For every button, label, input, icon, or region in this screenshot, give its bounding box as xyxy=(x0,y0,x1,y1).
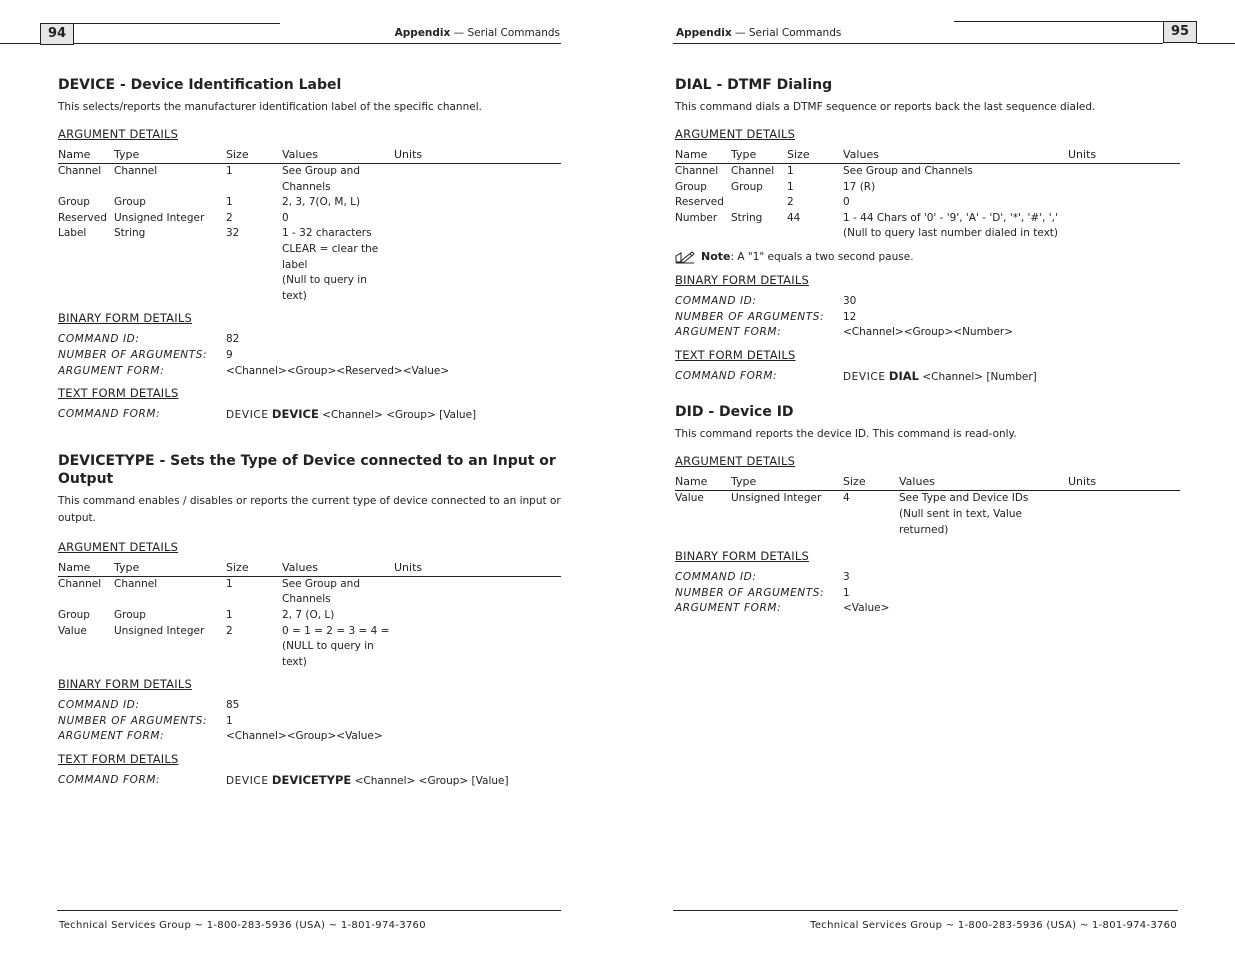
command-prefix: DEVICE xyxy=(843,370,886,383)
command-id-row: COMMAND ID: 3 xyxy=(675,570,1180,586)
table-cell: 0 xyxy=(282,211,289,224)
header-separator: — xyxy=(450,27,468,39)
table-cell: 1 - 32 characters xyxy=(282,227,372,240)
argument-form-value: <Value> xyxy=(843,602,890,615)
table-cell: CLEAR = clear the label xyxy=(282,242,379,271)
table-cell: (Null to query in text) xyxy=(282,274,367,302)
table-row xyxy=(58,576,561,608)
section-devicetype xyxy=(58,452,561,790)
text-form-heading: TEXT FORM DETAILS xyxy=(58,386,179,401)
table-cell xyxy=(394,576,561,608)
command-form-row: COMMAND FORM: DEVICE DEVICETYPE <Channel> <Group> [Value] xyxy=(58,773,509,788)
command-form-row: COMMAND FORM: DEVICE DIAL <Channel> [Number] xyxy=(675,368,1037,383)
command-name: DIAL xyxy=(888,368,919,383)
column-header: Size xyxy=(787,148,843,164)
command-id-row xyxy=(58,698,561,714)
binary-form-details xyxy=(675,570,1180,617)
table-cell xyxy=(114,273,226,304)
text-form-details xyxy=(58,407,561,424)
command-args: <Channel> <Group> [Value] xyxy=(354,775,509,788)
column-header: Name xyxy=(58,561,114,577)
table-cell: 1 xyxy=(787,165,794,177)
table-cell: See Type and Device IDs xyxy=(899,492,1029,505)
table-row xyxy=(58,226,561,242)
header-section: Appendix xyxy=(394,27,451,39)
number-of-arguments-label: NUMBER OF ARGUMENTS xyxy=(675,586,821,599)
command-prefix: DEVICE xyxy=(226,775,269,788)
table-cell: String xyxy=(114,227,146,240)
table-cell: Group xyxy=(675,180,707,193)
table-row xyxy=(58,164,561,196)
table-cell xyxy=(394,164,561,196)
table-cell xyxy=(114,242,226,273)
table-cell: Unsigned Integer xyxy=(114,624,205,637)
pencil-note-icon xyxy=(675,250,695,264)
column-header: Name xyxy=(58,148,114,164)
table-cell xyxy=(1068,491,1180,507)
command-id-label: COMMAND ID xyxy=(675,294,753,307)
header-subsection: Serial Commands xyxy=(467,27,560,39)
table-cell: See Group and Channels xyxy=(843,165,973,177)
table-cell: Unsigned Integer xyxy=(114,211,205,224)
table-cell: (Null sent in text, Value returned) xyxy=(899,507,1022,536)
table-cell xyxy=(731,195,787,211)
table-cell: Number xyxy=(675,211,718,224)
table-row xyxy=(675,226,1180,242)
table-row xyxy=(58,273,561,304)
table-cell: Channel xyxy=(114,577,158,590)
text-form-heading: TEXT FORM DETAILS xyxy=(58,752,179,767)
table-cell xyxy=(394,195,561,211)
note xyxy=(675,250,1180,264)
number-of-arguments-value: 9 xyxy=(226,348,233,361)
command-id-value: 30 xyxy=(843,294,857,307)
table-row xyxy=(58,242,561,273)
command-id-value: 82 xyxy=(226,333,240,346)
table-cell: 0 xyxy=(843,196,850,209)
right-page-content xyxy=(675,76,1180,633)
left-page-content xyxy=(58,76,561,806)
column-header: Name xyxy=(675,148,731,164)
table-cell xyxy=(1068,180,1180,196)
column-header: Size xyxy=(843,475,899,491)
footer-rule xyxy=(57,910,561,911)
table-row xyxy=(675,211,1180,227)
binary-form-heading: BINARY FORM DETAILS xyxy=(58,677,192,692)
table-header-row xyxy=(675,475,1180,491)
command-id-label: COMMAND ID: xyxy=(58,699,140,712)
table-cell: Label xyxy=(58,227,87,240)
table-row xyxy=(58,195,561,211)
binary-form-details xyxy=(58,698,561,745)
note-label: Note xyxy=(701,250,731,264)
number-of-arguments-row: NUMBER OF ARGUMENTS: 1 xyxy=(675,586,1180,602)
header-section: Appendix xyxy=(676,27,732,39)
argument-details-heading: ARGUMENT DETAILS xyxy=(58,539,179,554)
command-args: <Channel> [Number] xyxy=(922,370,1037,383)
number-of-arguments-value: 1 xyxy=(843,586,850,599)
command-id-label: COMMAND ID xyxy=(58,333,136,346)
table-cell: Group xyxy=(114,608,146,621)
table-cell xyxy=(1068,164,1180,180)
number-of-arguments-value: 12 xyxy=(843,310,857,323)
table-cell: Value xyxy=(675,492,704,505)
column-header: Type xyxy=(114,561,226,577)
note-text: : A "1" equals a two second pause. xyxy=(730,251,914,264)
command-prefix: DEVICE xyxy=(226,409,269,422)
section-description: This command reports the device ID. This command is read-only. xyxy=(675,428,1017,441)
column-header: Name xyxy=(675,475,731,491)
command-form-label: COMMAND FORM xyxy=(58,408,157,421)
section-title: DIAL - DTMF Dialing xyxy=(675,77,833,93)
argument-form-label: ARGUMENT FORM xyxy=(58,730,161,743)
argument-table xyxy=(58,148,561,304)
running-header xyxy=(676,27,841,39)
header-rule-right xyxy=(1197,43,1235,44)
table-cell: Group xyxy=(58,196,90,209)
table-cell: 2 xyxy=(226,211,233,224)
argument-form-value: <Channel><Group><Number> xyxy=(843,326,1014,339)
argument-form-label: ARGUMENT FORM xyxy=(675,602,778,615)
column-header: Values xyxy=(282,561,394,577)
header-separator: — xyxy=(731,27,749,39)
table-row xyxy=(58,211,561,227)
footer-contact: Technical Services Group ~ 1-800-283-5936 (USA) ~ 1-801-974-3760 xyxy=(810,920,1177,931)
header-rule-top xyxy=(74,23,280,24)
section-dial xyxy=(675,76,1180,385)
section-description: This command enables / disables or reports the current type of device connected to an input or output. xyxy=(58,494,561,524)
table-cell: See Group and Channels xyxy=(282,165,360,193)
header-subsection: Serial Commands xyxy=(748,27,842,39)
table-cell: 32 xyxy=(226,227,240,240)
command-id-value: 3 xyxy=(843,571,850,584)
table-cell: 44 xyxy=(787,211,801,224)
page-number: 95 xyxy=(1163,21,1197,43)
table-cell xyxy=(1068,507,1180,538)
table-cell xyxy=(394,242,561,273)
column-header: Units xyxy=(394,561,561,577)
table-cell xyxy=(843,507,899,538)
column-header: Units xyxy=(394,148,561,164)
table-cell: (Null to query last number dialed in text) xyxy=(843,227,1059,240)
table-cell xyxy=(787,226,843,242)
text-form-heading: TEXT FORM DETAILS xyxy=(675,347,796,362)
argument-details-heading: ARGUMENT DETAILS xyxy=(58,127,179,141)
binary-form-details xyxy=(675,294,1180,341)
table-cell: 17 (R) xyxy=(843,180,876,193)
table-cell: 1 xyxy=(787,180,794,193)
table-cell xyxy=(394,211,561,227)
section-description: This command dials a DTMF sequence or reports back the last sequence dialed. xyxy=(675,101,1096,113)
table-header-row xyxy=(675,148,1180,164)
column-header: Size xyxy=(226,148,282,164)
page-number: 94 xyxy=(40,23,74,45)
text-form-details xyxy=(675,369,1180,386)
table-row xyxy=(58,608,561,624)
table-row xyxy=(675,507,1180,538)
number-of-arguments-label: NUMBER OF ARGUMENTS xyxy=(58,714,204,727)
argument-form-row: ARGUMENT FORM: <Channel><Group><Number> xyxy=(675,325,1180,341)
command-args: <Channel> <Group> [Value] xyxy=(322,409,477,422)
table-cell: 1 xyxy=(226,608,233,621)
table-cell xyxy=(394,624,561,671)
column-header: Values xyxy=(899,475,1068,491)
number-of-arguments-value: 1 xyxy=(226,714,233,727)
number-of-arguments-label: NUMBER OF ARGUMENTS xyxy=(58,348,204,361)
command-id-value: 85 xyxy=(226,699,240,712)
binary-form-heading: BINARY FORM DETAILS xyxy=(675,549,809,564)
header-rule-top xyxy=(954,21,1163,22)
binary-form-details xyxy=(58,332,561,379)
column-header: Units xyxy=(1068,148,1180,164)
argument-form-row: ARGUMENT FORM: <Channel><Group><Value> xyxy=(58,729,561,745)
column-header: Size xyxy=(226,561,282,577)
argument-table xyxy=(58,561,561,671)
table-cell: 1 xyxy=(226,165,233,177)
table-cell: 2 xyxy=(787,196,794,209)
argument-form-label: ARGUMENT FORM xyxy=(675,326,778,339)
argument-table xyxy=(675,148,1180,242)
table-cell xyxy=(1068,195,1180,211)
text-form-details xyxy=(58,773,561,790)
command-form-row: COMMAND FORM: DEVICE DEVICE <Channel> <Group> [Value] xyxy=(58,407,477,422)
argument-table xyxy=(675,475,1180,538)
column-header: Type xyxy=(731,148,787,164)
header-rule-bottom xyxy=(673,43,1163,44)
footer-contact: Technical Services Group ~ 1-800-283-5936 (USA) ~ 1-801-974-3760 xyxy=(59,920,426,931)
table-cell: Group xyxy=(58,608,90,621)
table-row xyxy=(675,491,1180,507)
argument-form-row: ARGUMENT FORM: <Value> xyxy=(675,601,1180,617)
right-page xyxy=(617,0,1235,954)
table-cell: Unsigned Integer xyxy=(731,492,822,505)
command-id-label: COMMAND ID xyxy=(675,571,753,584)
binary-form-heading: BINARY FORM DETAILS xyxy=(675,272,809,287)
number-of-arguments-row: NUMBER OF ARGUMENTS: 9 xyxy=(58,348,561,364)
section-description: This selects/reports the manufacturer identification label of the specific channel. xyxy=(58,101,482,113)
table-cell: 1 - 44 Chars of '0' - '9', 'A' - 'D', '*', '#', ',' xyxy=(843,211,1058,224)
column-header: Units xyxy=(1068,475,1180,491)
running-header xyxy=(395,27,560,39)
table-cell: Channel xyxy=(675,165,719,177)
table-cell xyxy=(58,273,114,304)
table-cell: Channel xyxy=(731,165,775,177)
table-cell: Reserved xyxy=(675,196,724,209)
table-cell: 4 xyxy=(843,492,850,505)
table-cell: Channel xyxy=(114,165,158,177)
table-cell xyxy=(731,226,787,242)
left-page xyxy=(0,0,617,954)
footer-rule xyxy=(673,910,1178,911)
header-rule-bottom xyxy=(74,43,561,44)
table-cell: 1 xyxy=(226,196,233,209)
table-cell xyxy=(226,242,282,273)
column-header: Type xyxy=(114,148,226,164)
table-row xyxy=(675,180,1180,196)
command-id-row: COMMAND ID: 30 xyxy=(675,294,1180,310)
section-title: DEVICETYPE - Sets the Type of Device connected to an Input or Output xyxy=(58,452,556,487)
table-cell: Reserved xyxy=(58,211,107,224)
table-cell: Group xyxy=(114,196,146,209)
command-name: DEVICETYPE xyxy=(271,773,352,788)
table-cell: String xyxy=(731,211,763,224)
argument-details-heading: ARGUMENT DETAILS xyxy=(675,127,796,141)
table-cell xyxy=(58,242,114,273)
command-id-row: COMMAND ID: 82 xyxy=(58,332,561,348)
table-cell xyxy=(394,273,561,304)
table-cell: Channel xyxy=(58,577,102,590)
table-cell xyxy=(394,226,561,242)
number-of-arguments-row: NUMBER OF ARGUMENTS: 12 xyxy=(675,310,1180,326)
table-cell xyxy=(731,507,843,538)
column-header: Type xyxy=(731,475,843,491)
argument-form-label: ARGUMENT FORM xyxy=(58,364,161,377)
table-cell: 0 = 1 = 2 = 3 = 4 = (NULL to query in text) xyxy=(282,624,390,668)
table-cell: 2 xyxy=(226,624,233,637)
number-of-arguments-row: NUMBER OF ARGUMENTS: 1 xyxy=(58,714,561,730)
table-cell: See Group and Channels xyxy=(282,577,360,606)
section-device xyxy=(58,76,561,424)
table-cell: Value xyxy=(58,624,87,637)
section-title: DID - Device ID xyxy=(675,404,794,421)
header-rule-left xyxy=(0,43,40,44)
table-cell xyxy=(675,226,731,242)
argument-form-value: <Channel><Group><Value> xyxy=(226,730,383,743)
table-cell xyxy=(1068,211,1180,227)
command-name: DEVICE xyxy=(271,407,319,422)
table-cell: 2, 3, 7(O, M, L) xyxy=(282,196,361,209)
table-cell: 1 xyxy=(226,577,233,590)
argument-form-row: ARGUMENT FORM: <Channel><Group><Reserved><Value> xyxy=(58,364,561,380)
table-cell xyxy=(394,608,561,624)
table-cell: Channel xyxy=(58,165,102,177)
table-cell: Group xyxy=(731,180,763,193)
command-form-label: COMMAND FORM xyxy=(675,369,774,382)
table-cell: 2, 7 (O, L) xyxy=(282,608,335,621)
table-cell xyxy=(226,273,282,304)
column-header: Values xyxy=(282,148,394,164)
section-did xyxy=(675,403,1180,617)
table-cell xyxy=(675,507,731,538)
table-header-row xyxy=(58,148,561,164)
table-header-row xyxy=(58,561,561,577)
table-row xyxy=(675,164,1180,180)
table-row xyxy=(675,195,1180,211)
column-header: Values xyxy=(843,148,1068,164)
argument-details-heading: ARGUMENT DETAILS xyxy=(675,454,796,469)
binary-form-heading: BINARY FORM DETAILS xyxy=(58,311,192,326)
argument-form-value: <Channel><Group><Reserved><Value> xyxy=(226,364,450,377)
number-of-arguments-label: NUMBER OF ARGUMENTS xyxy=(675,310,821,323)
table-row xyxy=(58,624,561,671)
table-cell xyxy=(1068,226,1180,242)
command-form-label: COMMAND FORM xyxy=(58,774,157,787)
section-title: DEVICE - Device Identification Label xyxy=(58,77,342,93)
